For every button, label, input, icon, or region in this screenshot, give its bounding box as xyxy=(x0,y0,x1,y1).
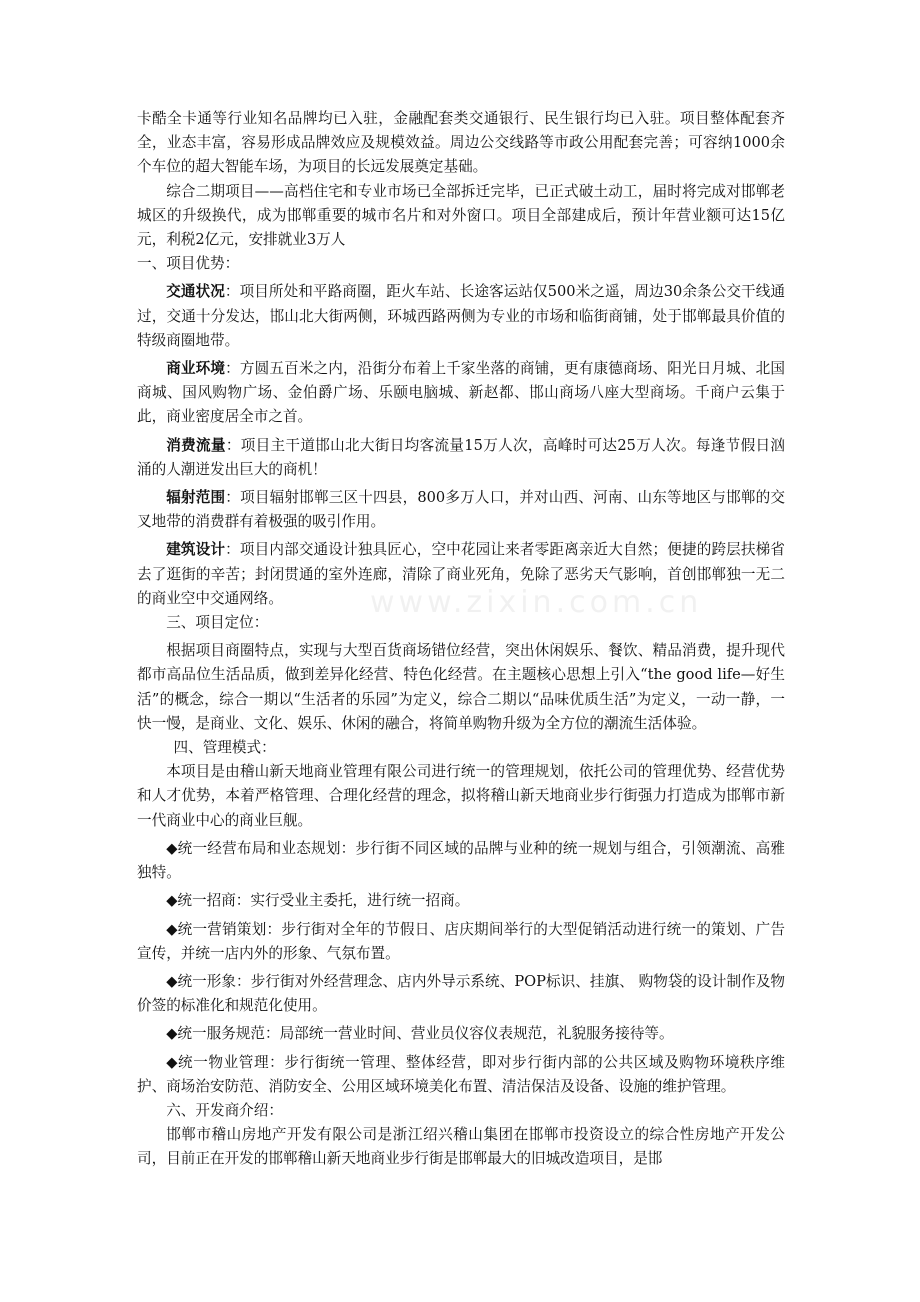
paragraph-phase-two: 综合二期项目——高档住宅和专业市场已全部拆迁完毕，已正式破土动工，届时将完成对邯郸老城区的升级换代，成为邯郸重要的城市名片和对外窗口。项目全部建成后，预计年营业额可达15亿元，利税2亿元，安排就业3万人 xyxy=(137,182,785,249)
paragraph-consumer-flow xyxy=(137,434,785,482)
document-page xyxy=(137,107,785,1172)
lead-consumer-flow: 消费流量 xyxy=(166,436,226,454)
lead-architecture-design: 建筑设计 xyxy=(166,541,226,559)
paragraph-developer: 邯郸市稽山房地产开发有限公司是浙江绍兴稽山集团在邯郸市投资设立的综合性房地产开发公司，目前正在开发的邯郸稽山新天地商业步行街是邯郸最大的旧城改造项目，是邯 xyxy=(137,1126,785,1168)
watermark: www.zixin.com.cn xyxy=(370,585,703,620)
section-heading-management-mode: 四、管理模式： xyxy=(173,739,276,757)
bullet-unified-property-management: ◆统一物业管理：步行街统一管理、整体经营，即对步行街内部的公共区域及购物环境秩序维护、商场治安防范、消防安全、公用区域环境美化布置、清洁保洁及设备、设施的维护管理。 xyxy=(137,1053,785,1095)
section-heading-project-positioning: 三、项目定位： xyxy=(166,614,269,632)
paragraph-business-environment xyxy=(137,357,785,430)
paragraph-positioning: 根据项目商圈特点，实现与大型百货商场错位经营，突出休闲娱乐、餐饮、精品消费，提升现代都市高品位生活品质，做到差异化经营、特色化经营。在主题核心思想上引入“the good life—好生活”的概念，综合一期以“生活者的乐园”为定义，综合二期以“品味优质生活”为定义，一动一静，一快一慢，是商业、文化、娱乐、休闲的融合，将简单购物升级为全方位的潮流生活体验。 xyxy=(137,642,785,732)
bullet-unified-marketing: ◆统一营销策划：步行街对全年的节假日、店庆期间举行的大型促销活动进行统一的策划、广告宣传，并统一店内外的形象、气氛布置。 xyxy=(137,920,785,962)
bullet-unified-leasing: ◆统一招商：实行受业主委托，进行统一招商。 xyxy=(166,892,470,910)
text-radiation-range: ：项目辐射邯郸三区十四县，800多万人口，并对山西、河南、山东等地区与邯郸的交叉地带的消费群有着极强的吸引作用。 xyxy=(137,489,785,531)
text-traffic: ：项目所处和平路商圈，距火车站、长途客运站仅500米之遥，周边30余条公交干线通过，交通十分发达，邯山北大街两侧，环城西路两侧为专业的市场和临街商铺，处于邯郸最具价值的特级商圈地带。 xyxy=(137,283,785,349)
paragraph-radiation-range xyxy=(137,486,785,534)
bullet-unified-service: ◆统一服务规范：局部统一营业时间、营业员仪容仪表规范，礼貌服务接待等。 xyxy=(166,1025,674,1043)
bullet-unified-layout: ◆统一经营布局和业态规划：步行街不同区域的品牌与业种的统一规划与组合，引领潮流、高雅独特。 xyxy=(137,839,785,882)
text-architecture-design: ：项目内部交通设计独具匠心，空中花园让来者零距离亲近大自然；便捷的跨层扶梯省去了逛街的辛苦；封闭贯通的室外连廊，清除了商业死角，免除了恶劣天气影响，首创邯郸独一无二的商业空中交通网络。 xyxy=(137,541,785,607)
lead-traffic: 交通状况 xyxy=(166,283,225,301)
paragraph-intro-brands: 卡酷全卡通等行业知名品牌均已入驻，金融配套类交通银行、民生银行均已入驻。项目整体配套齐全，业态丰富，容易形成品牌效应及规模效益。周边公交线路等市政公用配套完善；可容纳1000余个车位的超大智能车场，为项目的长远发展奠定基础。 xyxy=(137,110,785,176)
paragraph-architecture-design xyxy=(137,538,785,611)
lead-radiation-range: 辐射范围 xyxy=(166,489,226,507)
bullet-unified-image: ◆统一形象：步行街对外经营理念、店内外导示系统、POP标识、挂旗、 购物袋的设计制作及物价签的标准化和规范化使用。 xyxy=(137,972,785,1015)
section-heading-developer: 六、开发商介绍： xyxy=(166,1101,283,1119)
paragraph-management-intro: 本项目是由稽山新天地商业管理有限公司进行统一的管理规划，依托公司的管理优势、经营优势和人才优势，本着严格管理、合理化经营的理念，拟将稽山新天地商业步行街强力打造成为邯郸市新一代商业中心的商业巨舰。 xyxy=(137,763,785,829)
text-business-environment: ：方圆五百米之内，沿街分布着上千家坐落的商铺，更有康德商场、阳光日月城、北国商城、国风购物广场、金伯爵广场、乐颐电脑城、新赵都、邯山商场八座大型商场。千商户云集于此，商业密度居全市之首。 xyxy=(137,360,785,426)
paragraph-traffic xyxy=(137,280,785,353)
lead-business-environment: 商业环境 xyxy=(166,360,226,378)
text-consumer-flow: ：项目主干道邯山北大街日均客流量15万人次，高峰时可达25万人次。每逢节假日汹涌的人潮迸发出巨大的商机！ xyxy=(137,436,785,478)
section-heading-project-advantages: 一、项目优势： xyxy=(137,255,240,273)
